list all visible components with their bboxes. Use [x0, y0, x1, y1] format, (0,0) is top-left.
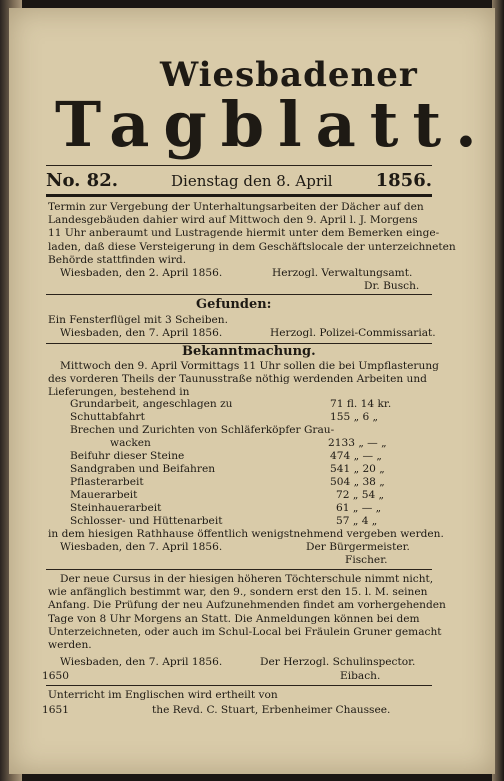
item-amount: 71 fl. 14 kr. [330, 398, 392, 410]
item-amount: 61 „ — „ [336, 502, 382, 514]
text-line: Der neue Cursus in der hiesigen höheren Töchterschule nimmt nicht, [60, 573, 434, 585]
divider [46, 194, 432, 197]
item-label: Beifuhr dieser Steine [70, 450, 185, 462]
issue-date: Dienstag den 8. April [171, 172, 333, 190]
authority: Der Herzogl. Schulinspector. [260, 656, 416, 668]
item-label: Mauerarbeit [70, 489, 138, 501]
text-line: wie anfänglich bestimmt war, den 9., sondern erst den 15. l. M. seinen [48, 586, 428, 599]
item-label: Steinhauerarbeit [70, 502, 162, 514]
signer: Fischer. [345, 554, 388, 566]
english-lessons-teacher: the Revd. C. Stuart, Erbenheimer Chaussee. [152, 704, 391, 716]
place-date: Wiesbaden, den 7. April 1856. [60, 327, 223, 339]
text-line: Landesgebäuden dahier wird auf Mittwoch den 9. April l. J. Morgens [48, 214, 418, 227]
text-line: werden. [48, 639, 92, 652]
text-line: laden, daß diese Versteigerung in dem Geschäftslocale der unterzeichneten [48, 240, 456, 253]
announcement-intro [48, 360, 439, 400]
found-heading: Gefunden: [196, 297, 272, 312]
announcement-heading: Bekanntmachung. [182, 344, 316, 359]
item-amount: 155 „ 6 „ [330, 411, 379, 423]
entry-number: 1650 [42, 670, 69, 682]
english-lessons-line: Unterricht im Englischen wird ertheilt von [48, 689, 278, 701]
divider [46, 569, 432, 570]
text-line: Unterzeichneten, oder auch im Schul-Local bei Fräulein Gruner gemacht [48, 625, 442, 638]
text-line: Termin zur Vergebung der Unterhaltungsarbeiten der Dächer auf den [48, 201, 424, 213]
divider [46, 685, 432, 686]
item-label: Grundarbeit, angeschlagen zu [70, 398, 233, 410]
item-amount: 2133 „ — „ [328, 437, 387, 449]
item-label: Brechen und Zurichten von Schläferköpfer Grau- [70, 424, 335, 436]
place-date: Wiesbaden, den 2. April 1856. [60, 267, 223, 279]
place-date: Wiesbaden, den 7. April 1856. [60, 656, 223, 668]
divider [46, 294, 432, 295]
masthead-title: Tagblatt. [55, 88, 491, 161]
text-line: Behörde stattfinden wird. [48, 253, 187, 266]
text-line: Tage von 8 Uhr Morgens an Statt. Die Anmeldungen können bei dem [48, 612, 420, 625]
item-amount: 541 „ 20 „ [330, 463, 385, 475]
authority: Der Bürgermeister. [306, 541, 410, 553]
place-date: Wiesbaden, den 7. April 1856. [60, 541, 223, 553]
signer: Eibach. [340, 670, 381, 682]
item-amount: 72 „ 54 „ [336, 489, 385, 501]
masthead-line1: Wiesbadener [160, 55, 418, 95]
issue-year: 1856. [375, 170, 432, 191]
item-label: Sandgraben und Beifahren [70, 463, 216, 475]
authority: Herzogl. Verwaltungsamt. [272, 267, 413, 279]
text-line: Mittwoch den 9. April Vormittags 11 Uhr sollen die bei Umpflasterung [60, 360, 439, 372]
text-line: Anfang. Die Prüfung der neu Aufzunehmenden findet am vorhergehenden [48, 599, 446, 612]
item-label: wacken [110, 437, 151, 449]
text-line: Lieferungen, bestehend in [48, 386, 190, 399]
notice-roof-repairs [48, 201, 456, 267]
announcement-closing: in dem hiesigen Rathhause öffentlich wenigstnehmend vergeben werden. [48, 528, 444, 540]
item-amount: 474 „ — „ [330, 450, 382, 462]
item-amount: 57 „ 4 „ [336, 515, 378, 527]
item-label: Pflasterarbeit [70, 476, 144, 488]
issue-number: No. 82. [46, 170, 118, 191]
notice-girls-school [48, 573, 446, 652]
item-label: Schuttabfahrt [70, 411, 145, 423]
signer: Dr. Busch. [364, 280, 420, 292]
entry-number: 1651 [42, 704, 69, 716]
found-line: Ein Fensterflügel mit 3 Scheiben. [48, 314, 228, 326]
authority: Herzogl. Polizei-Commissariat. [270, 327, 436, 339]
item-label: Schlosser- und Hüttenarbeit [70, 515, 223, 527]
text-line: 11 Uhr anberaumt und Lustragende hiermit unter dem Bemerken einge- [48, 227, 440, 240]
divider [46, 165, 432, 166]
item-amount: 504 „ 38 „ [330, 476, 385, 488]
text-line: des vorderen Theils der Taunusstraße nöthig werdenden Arbeiten und [48, 373, 427, 386]
